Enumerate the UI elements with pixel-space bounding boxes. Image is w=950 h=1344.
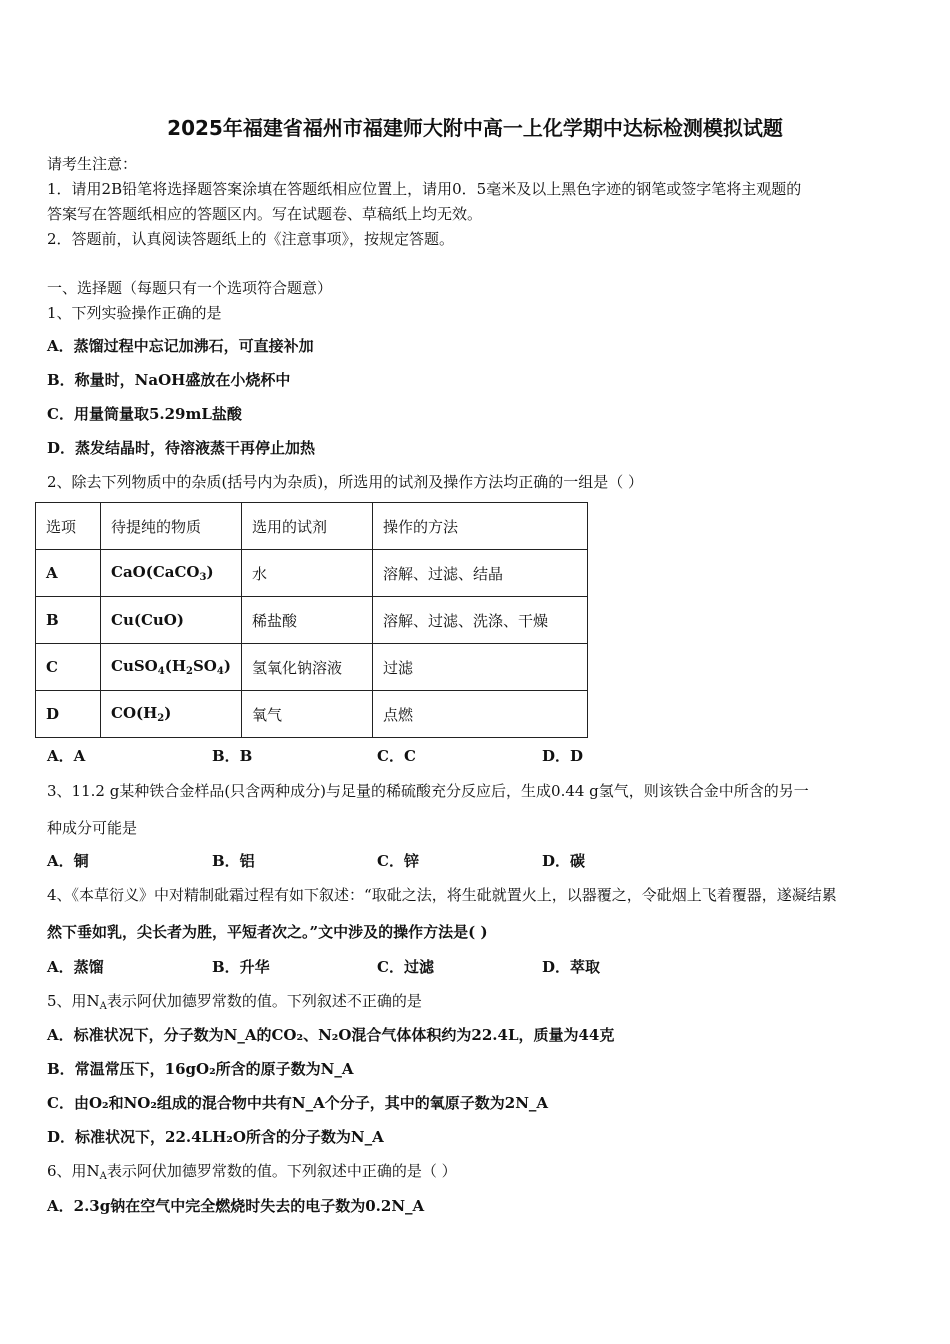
table-row	[36, 597, 588, 644]
substance-cell: CaO(CaCO$_3$)	[101, 550, 242, 597]
table-row	[36, 644, 588, 691]
method-cell: 过滤	[372, 644, 587, 691]
q3-stem-line-1: 3、11.2 g某种铁合金样品(只含两种成分)与足量的稀硫酸充分反应后，生成0.44 g氢气，则该铁合金中所含的另一	[47, 782, 809, 800]
q4-option-d: D．萃取	[542, 958, 601, 976]
notice-heading: 请考生注意：	[47, 155, 138, 173]
q3-option-d: D．碳	[542, 852, 586, 870]
q4-stem-line-1: 4、《本草衍义》中对精制砒霜过程有如下叙述：“取砒之法，将生砒就置火上，以器覆之，令砒烟上飞着覆器，遂凝结累	[47, 886, 837, 904]
q5-option-d: D．标准状况下，22.4LH₂O所含的分子数为N_A	[47, 1128, 384, 1146]
substance-cell: $CO(H_2)$	[101, 691, 242, 738]
header-cell: 待提纯的物质	[101, 503, 242, 550]
q2-stem: 2、除去下列物质中的杂质(括号内为杂质)，所选用的试剂及操作方法均正确的一组是（ ）	[47, 473, 644, 491]
q3-option-b: B．铝	[212, 852, 255, 870]
option-cell: D	[36, 691, 101, 738]
q4-option-a: A．蒸馏	[47, 958, 104, 976]
q5-option-a: A．标准状况下，分子数为N_A的CO₂、N₂O混合气体体积约为22.4L，质量为44克	[47, 1026, 615, 1044]
notice-line-1b: 答案写在答题纸相应的答题区内。写在试题卷、草稿纸上均无效。	[47, 205, 483, 223]
reagent-cell: 水	[241, 550, 372, 597]
option-cell: B	[36, 597, 101, 644]
option-cell: C	[36, 644, 101, 691]
section-heading: 一、选择题（每题只有一个选项符合题意）	[47, 279, 333, 297]
notice-line-2: 2．答题前，认真阅读答题纸上的《注意事项》，按规定答题。	[47, 230, 455, 248]
q3-option-c: C．锌	[377, 852, 419, 870]
reagent-cell: 氢氧化钠溶液	[241, 644, 372, 691]
reagent-cell: 氧气	[241, 691, 372, 738]
reagent-cell: 稀盐酸	[241, 597, 372, 644]
q4-option-b: B．升华	[212, 958, 270, 976]
q4-option-c: C．过滤	[377, 958, 434, 976]
q2-option-a: A．A	[47, 747, 86, 765]
option-cell: A	[36, 550, 101, 597]
header-cell: 选用的试剂	[241, 503, 372, 550]
q2-option-b: B．B	[212, 747, 253, 765]
q1-stem: 1、下列实验操作正确的是	[47, 304, 222, 322]
q2-option-c: C．C	[377, 747, 416, 765]
q5-option-b: B．常温常压下，16gO₂所含的原子数为N_A	[47, 1060, 354, 1078]
substance-cell: Cu(CuO)	[101, 597, 242, 644]
q5-option-c: C．由O₂和NO₂组成的混合物中共有N_A个分子，其中的氧原子数为2N_A	[47, 1094, 549, 1112]
method-cell: 溶解、过滤、洗涤、干燥	[372, 597, 587, 644]
q1-option-c: C．用量筒量取5.29mL盐酸	[47, 405, 242, 423]
header-cell: 选项	[36, 503, 101, 550]
substance-cell: $CuSO_4(H_2SO_4)$	[101, 644, 242, 691]
q1-option-a: A．蒸馏过程中忘记加沸石，可直接补加	[47, 337, 314, 355]
q6-option-a: A．2.3g钠在空气中完全燃烧时失去的电子数为0.2N_A	[47, 1197, 425, 1215]
q1-option-b: B．称量时，NaOH盛放在小烧杯中	[47, 371, 291, 389]
q4-stem-line-2: 然下垂如乳，尖长者为胜，平短者次之。”文中涉及的操作方法是( )	[47, 923, 488, 941]
table-header-row	[36, 503, 588, 550]
table-row	[36, 550, 588, 597]
q3-stem-line-2: 种成分可能是	[47, 819, 138, 837]
notice-line-1a: 1．请用2B铅笔将选择题答案涂填在答题纸相应位置上，请用0．5毫米及以上黑色字迹的钢笔或签字笔将主观题的	[47, 180, 802, 198]
q2-table	[35, 502, 588, 738]
table-row	[36, 691, 588, 738]
q6-stem: 6、用$N_A$表示阿伏加德罗常数的值。下列叙述中正确的是（ ）	[47, 1162, 457, 1182]
q5-stem: 5、用$N_A$表示阿伏加德罗常数的值。下列叙述不正确的是	[47, 992, 422, 1012]
method-cell: 溶解、过滤、结晶	[372, 550, 587, 597]
header-cell: 操作的方法	[372, 503, 587, 550]
page-title: 2025年福建省福州市福建师大附中高一上化学期中达标检测模拟试题	[167, 116, 783, 140]
q2-option-d: D．D	[542, 747, 584, 765]
method-cell: 点燃	[372, 691, 587, 738]
q1-option-d: D．蒸发结晶时，待溶液蒸干再停止加热	[47, 439, 316, 457]
q3-option-a: A．铜	[47, 852, 89, 870]
